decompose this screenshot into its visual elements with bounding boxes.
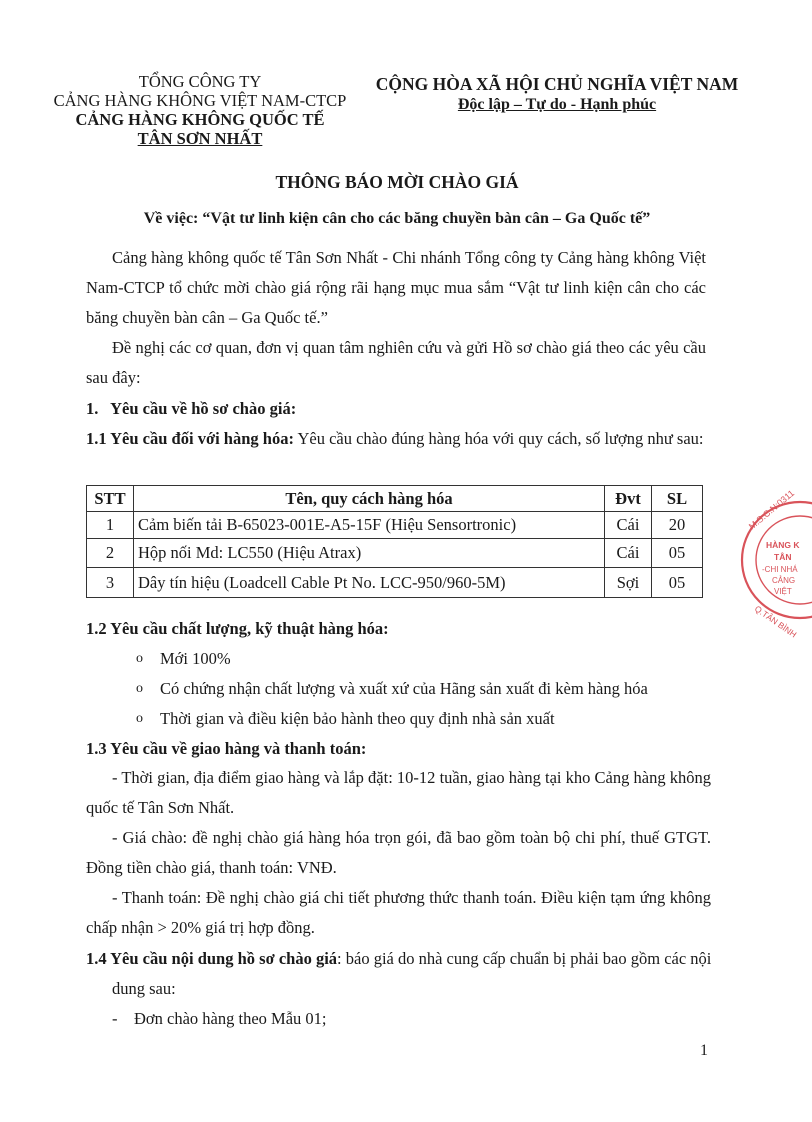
intro-paragraph-2: Đề nghị các cơ quan, đơn vị quan tâm nghiên cứu và gửi Hồ sơ chào giá theo các yêu cầu sau đây: <box>86 338 706 387</box>
cell-stt: 2 <box>87 539 134 568</box>
content-item <box>112 1004 712 1034</box>
official-seal-stamp <box>722 487 812 640</box>
section-1-1-text: Yêu cầu chào đúng hàng hóa với quy cách, số lượng như sau: <box>293 429 704 448</box>
section-1-number: 1. <box>86 399 99 418</box>
table-row <box>87 539 703 568</box>
org-line-2: CẢNG HÀNG KHÔNG VIỆT NAM-CTCP <box>53 91 347 110</box>
circle-bullet-icon: o <box>136 651 143 666</box>
cell-name: Dây tín hiệu (Loadcell Cable Pt No. LCC-950/960-5M) <box>134 568 605 598</box>
quality-item <box>136 644 720 674</box>
delivery-item: - Thời gian, địa điểm giao hàng và lắp đặt: 10-12 tuần, giao hàng tại kho Cảng hàng không quốc tế Tân Sơn Nhất. <box>86 768 711 817</box>
price-item: - Giá chào: đề nghị chào giá hàng hóa trọn gói, đã bao gồm toàn bộ chi phí, thuế GTGT. Đồng tiền chào giá, thanh toán: VNĐ. <box>86 828 711 877</box>
intro-paragraph-1: Cảng hàng không quốc tế Tân Sơn Nhất - Chi nhánh Tổng công ty Cảng hàng không Việt Nam-CTCP tổ chức mời chào giá rộng rãi hạng mục mua sắm “Vật tư linh kiện cân cho các băng chuyền bàn cân – Ga Quốc tế.” <box>86 248 706 327</box>
section-1-1 <box>86 424 737 454</box>
table-header-row <box>87 486 703 512</box>
table-row <box>87 568 703 598</box>
cell-qty: 20 <box>652 512 703 539</box>
section-1-title: Yêu cầu về hồ sơ chào giá: <box>110 399 297 418</box>
svg-text:HÀNG K: HÀNG K <box>766 540 800 550</box>
national-motto: Độc lập – Tự do - Hạnh phúc <box>457 96 657 113</box>
header-qty: SL <box>652 486 703 512</box>
document-subject: Về việc: “Vật tư linh kiện cân cho các băng chuyền bàn cân – Ga Quốc tế” <box>143 210 651 227</box>
cell-stt: 1 <box>87 512 134 539</box>
svg-text:VIỆT: VIỆT <box>774 587 792 596</box>
quality-item-text: Có chứng nhận chất lượng và xuất xứ của Hãng sản xuất đi kèm hàng hóa <box>160 679 648 698</box>
circle-bullet-icon: o <box>136 681 143 696</box>
quality-item <box>136 674 720 704</box>
cell-name: Hộp nối Md: LC550 (Hiệu Atrax) <box>134 539 605 568</box>
document-title: THÔNG BÁO MỜI CHÀO GIÁ <box>275 172 519 192</box>
header-unit: Đvt <box>605 486 652 512</box>
cell-unit: Sợi <box>605 568 652 598</box>
svg-text:TÂN: TÂN <box>774 552 792 562</box>
page-number: 1 <box>700 1042 708 1059</box>
dash-bullet-icon: - <box>112 1009 118 1028</box>
svg-text:Q.TÂN BÌNH: Q.TÂN BÌNH <box>752 603 799 640</box>
goods-table <box>86 485 703 598</box>
content-item-text: Đơn chào hàng theo Mẫu 01; <box>134 1009 327 1028</box>
svg-text:-CHI NHÁ: -CHI NHÁ <box>762 565 798 574</box>
org-line-3: CẢNG HÀNG KHÔNG QUỐC TẾ <box>75 110 325 129</box>
payment-item: - Thanh toán: Đề nghị chào giá chi tiết phương thức thanh toán. Điều kiện tạm ứng không chấp nhận > 20% giá trị hợp đồng. <box>86 888 711 937</box>
cell-unit: Cái <box>605 539 652 568</box>
national-header <box>372 74 742 115</box>
section-1-4-label: 1.4 Yêu cầu nội dung hồ sơ chào giá <box>86 949 338 968</box>
section-1-3-heading: 1.3 Yêu cầu về giao hàng và thanh toán: <box>86 739 367 758</box>
org-line-4: TÂN SƠN NHẤT <box>137 129 263 148</box>
quality-item-text: Mới 100% <box>160 649 231 668</box>
table-row <box>87 512 703 539</box>
cell-qty: 05 <box>652 539 703 568</box>
section-1-4 <box>86 944 737 1004</box>
section-1-heading <box>86 394 706 424</box>
header-stt: STT <box>87 486 134 512</box>
cell-qty: 05 <box>652 568 703 598</box>
svg-text:M.S.C.N:0311: M.S.C.N:0311 <box>746 487 797 532</box>
section-1-1-label: 1.1 Yêu cầu đối với hàng hóa: <box>86 429 294 448</box>
cell-stt: 3 <box>87 568 134 598</box>
header-name: Tên, quy cách hàng hóa <box>134 486 605 512</box>
cell-name: Cảm biến tải B-65023-001E-A5-15F (Hiệu Sensortronic) <box>134 512 605 539</box>
circle-bullet-icon: o <box>136 711 143 726</box>
nation-name: CỘNG HÒA XÃ HỘI CHỦ NGHĨA VIỆT NAM <box>375 74 739 94</box>
svg-text:CẢNG: CẢNG <box>772 576 796 585</box>
quality-item-text: Thời gian và điều kiện bảo hành theo quy định nhà sản xuất <box>160 709 555 728</box>
section-1-2-heading: 1.2 Yêu cầu chất lượng, kỹ thuật hàng hóa: <box>86 619 389 638</box>
section-1-4-text: : báo giá do nhà cung cấp chuẩn bị phải bao gồm các nội dung sau: <box>112 949 712 998</box>
cell-unit: Cái <box>605 512 652 539</box>
quality-item <box>136 704 720 734</box>
organization-header <box>40 72 360 148</box>
org-line-1: TỔNG CÔNG TY <box>138 72 262 91</box>
